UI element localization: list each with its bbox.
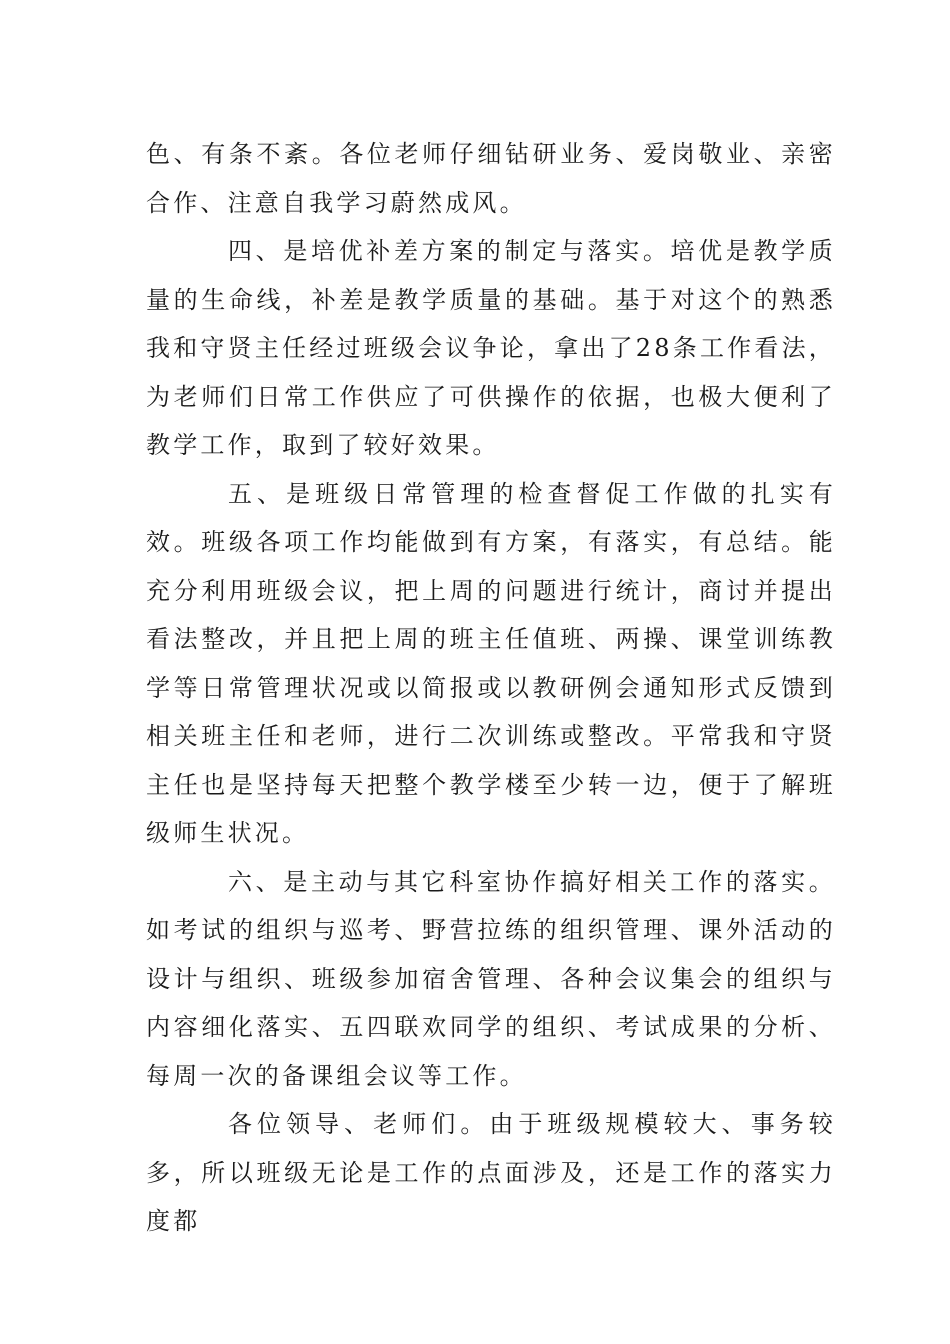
paragraph-3: 五、是班级日常管理的检查督促工作做的扎实有效。班级各项工作均能做到有方案，有落实，有总结。能充分利用班级会议，把上周的问题进行统计，商讨并提出看法整改，并且把上周的班主任值班、两操、课堂训练教学等日常管理状况或以简报或以教研例会通知形式反馈到相关班主任和老师，进行二次训练或整改。平常我和守贤主任也是坚持每天把整个教学楼至少转一边，便于了解班级师生状况。 [146, 479, 836, 847]
document-body [146, 130, 836, 1246]
paragraph-1: 色、有条不紊。各位老师仔细钻研业务、爱岗敬业、亲密合作、注意自我学习蔚然成风。 [146, 140, 836, 217]
paragraph-5: 各位领导、老师们。由于班级规模较大、事务较多，所以班级无论是工作的点面涉及，还是工作的落实力度都 [146, 1110, 836, 1235]
paragraph-4: 六、是主动与其它科室协作搞好相关工作的落实。如考试的组织与巡考、野营拉练的组织管理、课外活动的设计与组织、班级参加宿舍管理、各种会议集会的组织与内容细化落实、五四联欢同学的组织、考试成果的分析、每周一次的备课组会议等工作。 [146, 867, 836, 1090]
paragraph-2: 四、是培优补差方案的制定与落实。培优是教学质量的生命线，补差是教学质量的基础。基于对这个的熟悉我和守贤主任经过班级会议争论，拿出了28条工作看法，为老师们日常工作供应了可供操作的依据，也极大便利了教学工作，取到了较好效果。 [146, 237, 836, 459]
